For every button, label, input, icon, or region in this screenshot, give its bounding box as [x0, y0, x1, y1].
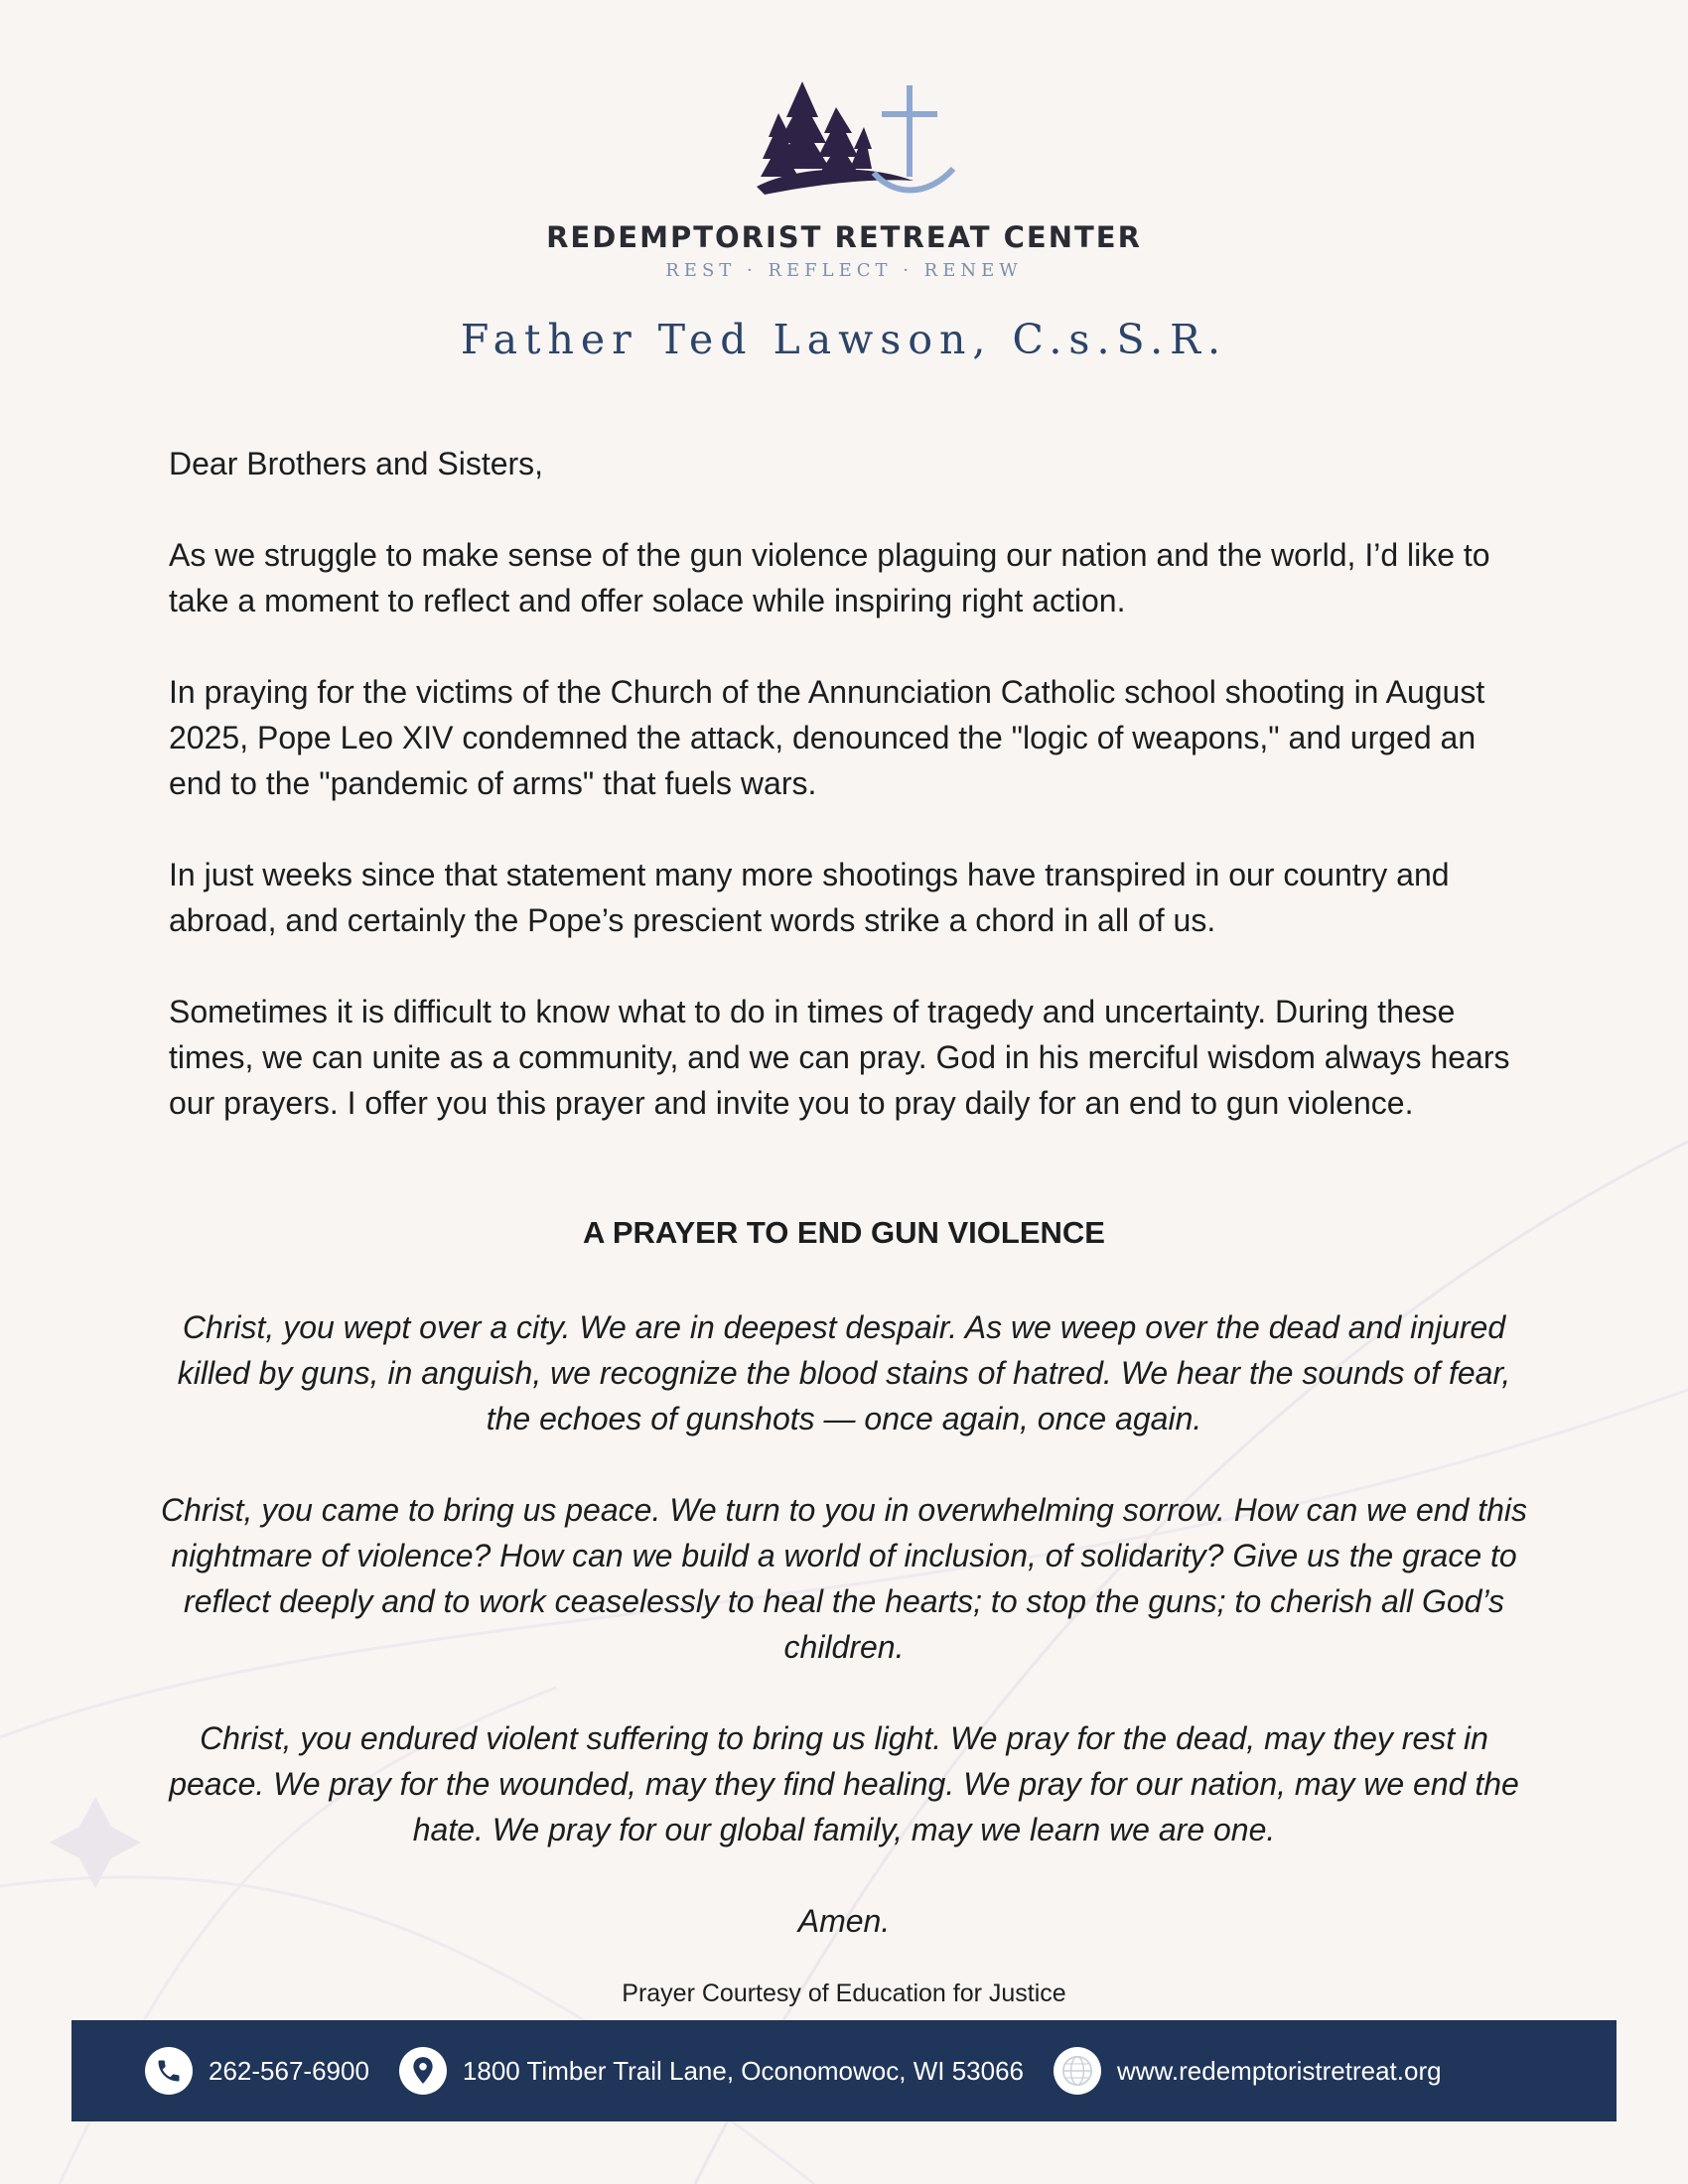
prayer-courtesy: Prayer Courtesy of Education for Justice — [622, 1979, 1066, 2007]
prayer-stanza: Christ, you endured violent suffering to bring us light. We pray for the dead, may they rest in peace. We pray for the wounded, may they find healing. We pray for our nation, may we end the hate. We pray for our global family, may we learn we are one. — [169, 1720, 1519, 1847]
contact-footer — [71, 2020, 1617, 2121]
salutation-text: Dear Brothers and Sisters, — [169, 446, 544, 481]
footer-phone[interactable] — [145, 2047, 369, 2095]
paragraph-text: In praying for the victims of the Church of the Annunciation Catholic school shooting in August 2025, Pope Leo XIV condemned the attack, denounced the "logic of weapons," and urged an end to the "pandemic of arms" that fuels wars. — [169, 674, 1485, 801]
prayer-stanza: Christ, you came to bring us peace. We turn to you in overwhelming sorrow. How can we end this nightmare of violence? How can we build a world of inclusion, of solidarity? Give us the grace to reflect deeply and to work ceaselessly to heal the hearts; to stop the guns; to cherish all God’s children. — [160, 1492, 1528, 1665]
address-text: 1800 Timber Trail Lane, Oconomowoc, WI 53066 — [462, 2055, 1024, 2086]
footer-address[interactable] — [399, 2047, 1024, 2095]
letter-paragraph — [169, 852, 1529, 943]
globe-icon — [1054, 2047, 1101, 2095]
paragraph-text: As we struggle to make sense of the gun violence plaguing our nation and the world, I’d like to take a moment to reflect and offer solace while inspiring right action. — [169, 537, 1490, 618]
prayer-amen: Amen. — [797, 1903, 891, 1939]
paragraph-text: In just weeks since that statement many more shootings have transpired in our country and abroad, and certainly the Pope’s prescient words strike a chord in all of us. — [169, 857, 1450, 938]
map-pin-icon — [399, 2047, 447, 2095]
org-name: REDEMPTORIST RETREAT CENTER — [546, 220, 1142, 254]
phone-number: 262-567-6900 — [209, 2055, 369, 2086]
letter-paragraph — [169, 532, 1529, 623]
website-link: www.redemptoristretreat.org — [1117, 2055, 1442, 2086]
letter-salutation — [169, 441, 1529, 486]
footer-website[interactable] — [1054, 2047, 1442, 2095]
letter-paragraph — [169, 669, 1529, 806]
prayer-title: A PRAYER TO END GUN VIOLENCE — [583, 1215, 1105, 1250]
letter-paragraph — [169, 989, 1529, 1126]
retreat-center-logo — [755, 77, 983, 197]
paragraph-text: Sometimes it is difficult to know what to do in times of tragedy and uncertainty. During these times, we can unite as a community, and we can pray. God in his merciful wisdom always hears our prayers. I offer you this prayer and invite you to pray daily for an end to gun violence. — [169, 994, 1510, 1121]
org-tagline: REST · REFLECT · RENEW — [665, 260, 1023, 281]
signer-name: Father Ted Lawson, C.s.S.R. — [460, 316, 1228, 363]
prayer-stanza: Christ, you wept over a city. We are in deepest despair. As we weep over the dead and injured killed by guns, in anguish, we recognize the blood stains of hatred. We hear the sounds of fear, the echoes of gunshots — once again, once again. — [177, 1309, 1511, 1436]
phone-icon — [145, 2047, 193, 2095]
